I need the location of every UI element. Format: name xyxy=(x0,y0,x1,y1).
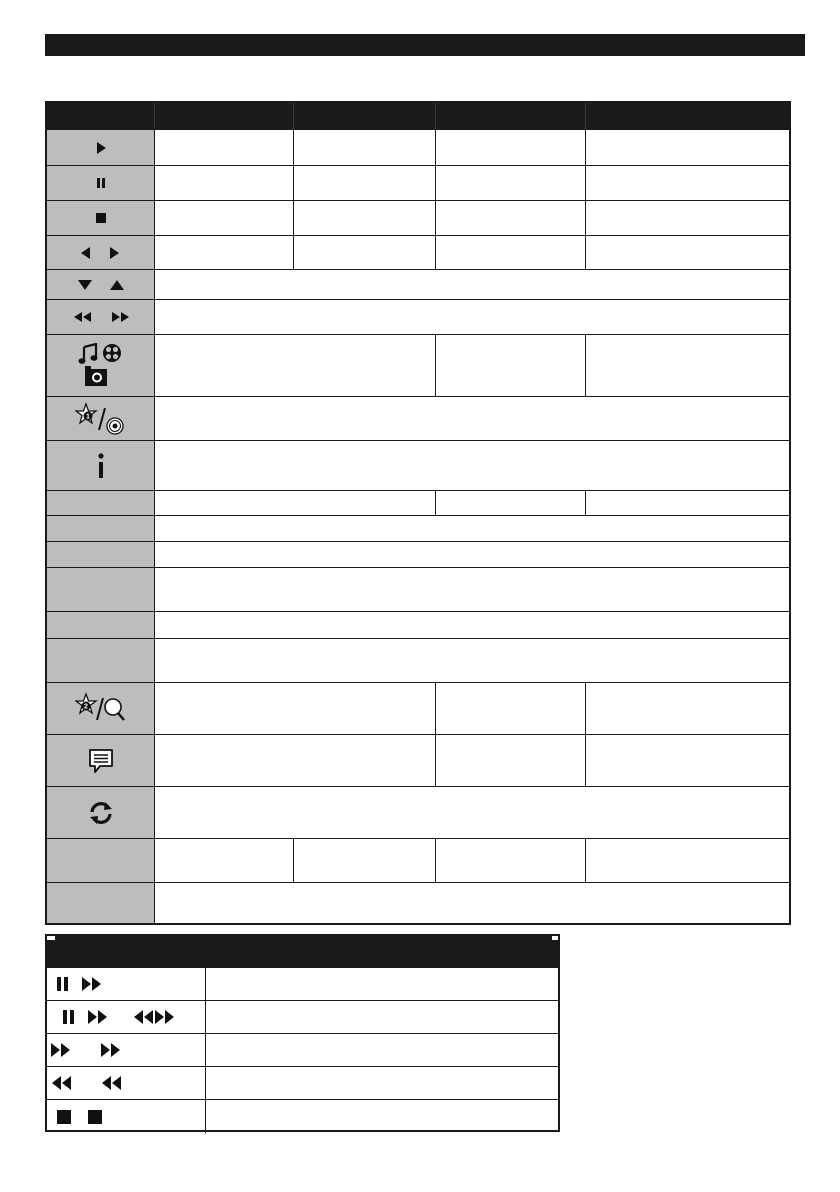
stop-stop-icon xyxy=(55,1108,115,1126)
table-row xyxy=(47,441,789,491)
table-header-row xyxy=(47,103,789,130)
table-row xyxy=(47,542,789,568)
table-row xyxy=(47,568,789,612)
header-cell-2 xyxy=(294,103,436,129)
table-row xyxy=(47,270,789,300)
table-row xyxy=(47,236,789,270)
table-row xyxy=(47,166,789,201)
svg-text:1: 1 xyxy=(85,413,90,420)
table-row xyxy=(47,735,789,787)
left-right-arrows-icon xyxy=(79,246,123,260)
rewind-rewind-icon xyxy=(49,1074,129,1092)
table-row xyxy=(47,968,558,1001)
pause-fast-forward-rewind-fast-forward-icon xyxy=(55,1008,195,1026)
repeat-icon xyxy=(88,800,114,826)
table-row xyxy=(47,516,789,542)
media-key-table xyxy=(45,101,791,925)
play-icon xyxy=(94,141,108,155)
pause-fast-forward-icon xyxy=(55,975,115,993)
table-row xyxy=(47,130,789,166)
header-cell-4 xyxy=(586,103,789,129)
table-row xyxy=(47,201,789,236)
table-row xyxy=(47,787,789,839)
table-row xyxy=(47,683,789,735)
table-row xyxy=(47,397,789,441)
pause-icon xyxy=(95,177,107,189)
table-row xyxy=(47,1067,558,1100)
rewind-fast-forward-icon xyxy=(70,310,132,324)
header-cell-1 xyxy=(155,103,294,129)
stop-icon xyxy=(95,212,107,224)
header-key-cell xyxy=(47,103,155,129)
table-row xyxy=(47,612,789,639)
speed-table-header xyxy=(47,940,558,968)
header-cell-3 xyxy=(436,103,586,129)
info-icon xyxy=(96,453,106,479)
favourite-1-disc-icon xyxy=(75,402,127,436)
down-up-arrows-icon xyxy=(77,278,125,292)
favourite-2-search-icon xyxy=(75,692,127,726)
music-video-photo-icon xyxy=(78,343,124,389)
table-row xyxy=(47,639,789,683)
table-row xyxy=(47,883,789,923)
table-row xyxy=(47,839,789,883)
section-header-bar xyxy=(45,34,805,56)
table-row xyxy=(47,491,789,516)
table-row xyxy=(47,1100,558,1133)
fast-forward-fast-forward-icon xyxy=(49,1041,129,1059)
table-row xyxy=(47,335,789,397)
speed-table xyxy=(45,934,560,1132)
table-row xyxy=(47,300,789,335)
table-row xyxy=(47,1001,558,1034)
subtitle-icon xyxy=(87,747,115,775)
table-row xyxy=(47,1034,558,1067)
svg-text:2: 2 xyxy=(83,703,88,710)
